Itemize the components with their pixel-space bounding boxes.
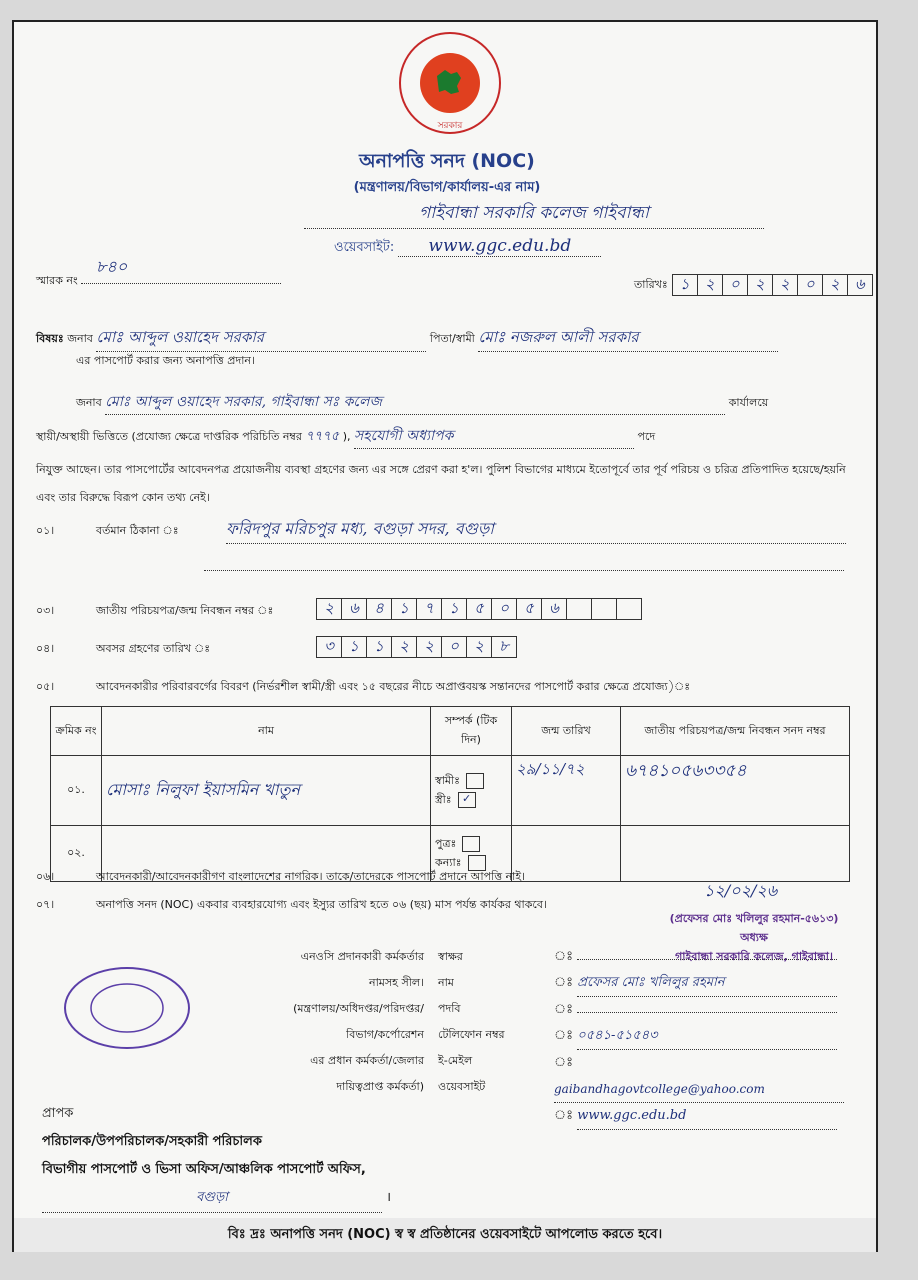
- issuer-phone-value: ০৫৪১-৫১৫৪৩: [577, 1023, 837, 1050]
- recipient-block: [42, 1100, 391, 1213]
- date-digit-box: ১: [672, 274, 698, 296]
- noc-form: [12, 20, 878, 1252]
- memo-label: স্মারক নং: [36, 274, 78, 287]
- issuer-line-6: দায়িত্বপ্রাপ্ত কর্মকর্তা): [336, 1080, 424, 1093]
- nid-boxes: [316, 598, 641, 620]
- body-paragraph: নিযুক্ত আছেন। তার পাসপোর্টের আবেদনপত্র প্রয়োজনীয় ব্যবস্থা গ্রহণের জন্য এর সঙ্গে প্রেরণ করা হ'ল। পুলিশ বিভাগের মাধ্যমে ইতোপূর্বে তার পূর্ব পরিচয় ও চরিত্র প্রতিপাদিত হয়েছে/হয়নি এবং তার বিরুদ্ধে বিরূপ কোন তথ্য নেই।: [36, 463, 846, 504]
- table-row: [51, 756, 850, 826]
- retirement-digit-box: ২: [416, 636, 442, 658]
- issuer-website-value: www.ggc.edu.bd: [577, 1103, 837, 1130]
- form-title: অনাপত্তি সনদ (NOC): [359, 150, 535, 172]
- item-04-number: ০৫।: [36, 680, 55, 693]
- retirement-digit-box: ৩: [316, 636, 342, 658]
- date-digit-box: ০: [722, 274, 748, 296]
- issuer-line-2: নামসহ সীল।: [369, 976, 424, 989]
- issuer-line-4: বিভাগ/কর্পোরেশন: [346, 1028, 424, 1041]
- relation-wife: স্ত্রীঃ: [435, 792, 452, 806]
- date-boxes: [672, 274, 872, 296]
- retirement-digit-box: ৮: [491, 636, 517, 658]
- id-number: ৭৭৭৫: [305, 429, 340, 444]
- government-seal-icon: [397, 30, 503, 136]
- retirement-digit-box: ২: [391, 636, 417, 658]
- issuer-name-value: প্রফেসর মোঃ খলিলুর রহমান: [577, 970, 837, 997]
- nid-digit-box: ৬: [341, 598, 367, 620]
- stamp-college: গাইবান্ধা সরকারি কলেজ, গাইবান্ধা।: [675, 950, 833, 963]
- husband-checkbox[interactable]: [466, 773, 484, 789]
- issuer-line-3: (মন্ত্রণালয়/অধিদপ্তর/পরিদপ্তর/: [293, 1002, 424, 1015]
- nid-digit-box: ৭: [416, 598, 442, 620]
- nid-digit-box: ৫: [516, 598, 542, 620]
- nid-digit-box: ২: [316, 598, 342, 620]
- nid-digit-box: ৫: [466, 598, 492, 620]
- item-03-number: ০৪।: [36, 642, 55, 655]
- janab-row: [76, 390, 866, 415]
- date-digit-box: ০: [797, 274, 823, 296]
- item-06-number: ০৭।: [36, 898, 55, 911]
- nid-digit-box: ০: [491, 598, 517, 620]
- wife-checkbox[interactable]: ✓: [458, 792, 476, 808]
- row1-name: মোসাঃ নিলুফা ইয়াসমিন খাতুন: [102, 756, 431, 826]
- recipient-end: ।: [386, 1190, 392, 1205]
- son-checkbox[interactable]: [462, 836, 480, 852]
- item-02-label: জাতীয় পরিচয়পত্র/জন্ম নিবন্ধন নম্বর ঃ: [96, 604, 274, 617]
- field-signature: স্বাক্ষর: [438, 950, 463, 963]
- row2-dob: [512, 826, 621, 882]
- svg-text:সরকার: সরকার: [437, 121, 463, 131]
- website-row: [334, 236, 601, 259]
- father-label: পিতা/স্বামী: [429, 332, 475, 345]
- row1-dob: ২৯/১১/৭২: [512, 756, 621, 826]
- relation-son: পুত্রঃ: [435, 836, 457, 850]
- position-row: [36, 424, 866, 449]
- date-digit-box: ২: [822, 274, 848, 296]
- field-website: ওয়েবসাইট: [438, 1080, 486, 1093]
- subject-label: বিষয়ঃ: [36, 332, 64, 345]
- institution-name: গাইবান্ধা সরকারি কলেজ গাইবান্ধা: [304, 200, 764, 229]
- date-digit-box: ২: [697, 274, 723, 296]
- date-digit-box: ২: [772, 274, 798, 296]
- form-subtitle: (মন্ত্রণালয়/বিভাগ/কার্যালয়-এর নাম): [353, 180, 541, 195]
- issuer-line-1: এনওসি প্রদানকারী কর্মকর্তার: [300, 950, 424, 963]
- relation-daughter: কন্যাঃ: [435, 855, 462, 869]
- father-name: মোঃ নজরুল আলী সরকার: [478, 326, 778, 352]
- col-dob: জন্ম তারিখ: [512, 707, 621, 756]
- date-row: [634, 274, 872, 296]
- retirement-digit-box: ১: [366, 636, 392, 658]
- date-digit-box: ২: [747, 274, 773, 296]
- col-serial: ক্রমিক নং: [51, 707, 102, 756]
- nid-digit-box: [616, 598, 642, 620]
- recipient-label: প্রাপক: [42, 1106, 74, 1121]
- colon-5: ঃ: [554, 1055, 574, 1070]
- nid-digit-box: ১: [391, 598, 417, 620]
- janab-label-2: জনাব: [76, 396, 102, 409]
- retirement-digit-box: ২: [466, 636, 492, 658]
- item-05-number: ০৬।: [36, 870, 55, 883]
- row1-serial: ০১.: [51, 756, 102, 826]
- retirement-digit-box: ১: [341, 636, 367, 658]
- relation-husband: স্বামীঃ: [435, 773, 461, 787]
- post-label: পদে: [637, 430, 656, 443]
- item-03-label: অবসর গ্রহণের তারিখ ঃ: [96, 642, 211, 655]
- field-labels: [438, 944, 505, 1100]
- comma: ),: [342, 430, 351, 443]
- subject-row: [36, 326, 866, 352]
- field-phone: টেলিফোন নম্বর: [438, 1028, 505, 1041]
- issuer-email-value: gaibandhagovtcollege@yahoo.com: [554, 1076, 844, 1103]
- website-label: ওয়েবসাইট:: [334, 240, 395, 255]
- recipient-city: বগুড়া: [42, 1184, 382, 1213]
- date-digit-box: ৬: [847, 274, 873, 296]
- recipient-line-2: বিভাগীয় পাসপোর্ট ও ভিসা অফিস/আঞ্চলিক পাসপোর্ট অফিস,: [42, 1162, 366, 1177]
- janab-label: জনাব: [67, 332, 93, 345]
- field-email: ই-মেইল: [438, 1054, 473, 1067]
- current-address: ফরিদপুর মরিচপুর মধ্য, বগুড়া সদর, বগুড়া: [226, 516, 846, 544]
- stamp-title: অধ্যক্ষ: [740, 931, 768, 944]
- item-02-number: ০৩।: [36, 604, 55, 617]
- stamp-name: (প্রফেসর মোঃ খলিলুর রহমান-৫৬১৩): [669, 912, 839, 925]
- item-05-label: আবেদনকারী/আবেদনকারীগণ বাংলাদেশের নাগরিক। তাকে/তাদেরকে পাসপোর্ট প্রদানে আপত্তি নাই।: [96, 870, 526, 883]
- family-table: [50, 706, 850, 882]
- issuer-line-5: এর প্রধান কর্মকর্তা/জেলার: [310, 1054, 424, 1067]
- field-values: [554, 944, 854, 1130]
- permanent-text: স্থায়ী/অস্থায়ী ভিত্তিতে (প্রযোজ্য ক্ষেত্রে দাপ্তরিক পরিচিতি নম্বর: [36, 430, 302, 443]
- colon-1: ঃ: [554, 949, 574, 964]
- field-post: পদবি: [438, 1002, 461, 1015]
- website-value: www.ggc.edu.bd: [398, 236, 601, 257]
- col-relation: সম্পর্ক (টিক দিন): [431, 707, 512, 756]
- recipient-line-1: পরিচালক/উপপরিচালক/সহকারী পরিচালক: [42, 1134, 262, 1149]
- memo-row: [36, 257, 281, 291]
- row1-nid: ৬৭৪১০৫৬৩৩৫৪: [621, 756, 850, 826]
- row1-relation: [431, 756, 512, 826]
- item-01-number: ০১।: [36, 524, 55, 537]
- item-01-label: বর্তমান ঠিকানা ঃ: [96, 524, 179, 537]
- applicant-name: মোঃ আব্দুল ওয়াহেদ সরকার: [96, 326, 426, 352]
- date-label: তারিখঃ: [634, 277, 668, 291]
- nid-digit-box: ৬: [541, 598, 567, 620]
- college-seal-icon: [62, 966, 192, 1050]
- principal-signature: ১২/০২/২৬: [704, 881, 778, 900]
- nid-digit-box: [591, 598, 617, 620]
- office-text: মোঃ আব্দুল ওয়াহেদ সরকার, গাইবান্ধা সঃ কলেজ: [105, 390, 725, 415]
- nid-digit-box: [566, 598, 592, 620]
- col-nid: জাতীয় পরিচয়পত্র/জন্ম নিবন্ধন সনদ নম্বর: [621, 707, 850, 756]
- colon-6: ঃ: [554, 1108, 574, 1123]
- col-name: নাম: [102, 707, 431, 756]
- retirement-digit-box: ০: [441, 636, 467, 658]
- issuer-labels: [214, 944, 424, 1100]
- colon-3: ঃ: [554, 1002, 574, 1017]
- retirement-date-boxes: [316, 636, 516, 658]
- colon-2: ঃ: [554, 975, 574, 990]
- row2-nid: [621, 826, 850, 882]
- office-label: কার্যালয়ে: [728, 396, 769, 409]
- nid-digit-box: ১: [441, 598, 467, 620]
- memo-number: ৮৪০: [96, 257, 128, 276]
- field-name: নাম: [438, 976, 454, 989]
- colon-4: ঃ: [554, 1028, 574, 1043]
- subject-line2: এর পাসপোর্ট করার জন্য অনাপত্তি প্রদান।: [76, 354, 255, 367]
- item-04-label: আবেদনকারীর পরিবারবর্গের বিবরণ (নির্ভরশীল স্বামী/স্ত্রী এবং ১৫ বছরের নীচে অপ্রাপ্তবয়স্ক সন্তানদের পাসপোর্ট করার ক্ষেত্রে প্রযোজ্য)ঃ: [96, 680, 691, 693]
- designation: সহযোগী অধ্যাপক: [354, 424, 634, 449]
- item-06-label: অনাপত্তি সনদ (NOC) একবার ব্যবহারযোগ্য এবং ইস্যুর তারিখ হতে ০৬ (ছয়) মাস পর্যন্ত কার্যকর থাকবে।: [96, 898, 547, 911]
- nid-digit-box: ৪: [366, 598, 392, 620]
- row2-serial: ০২.: [51, 826, 102, 882]
- footer-note: বিঃ দ্রঃ অনাপত্তি সনদ (NOC) স্ব স্ব প্রতিষ্ঠানের ওয়েবসাইটে আপলোড করতে হবে।: [14, 1218, 876, 1252]
